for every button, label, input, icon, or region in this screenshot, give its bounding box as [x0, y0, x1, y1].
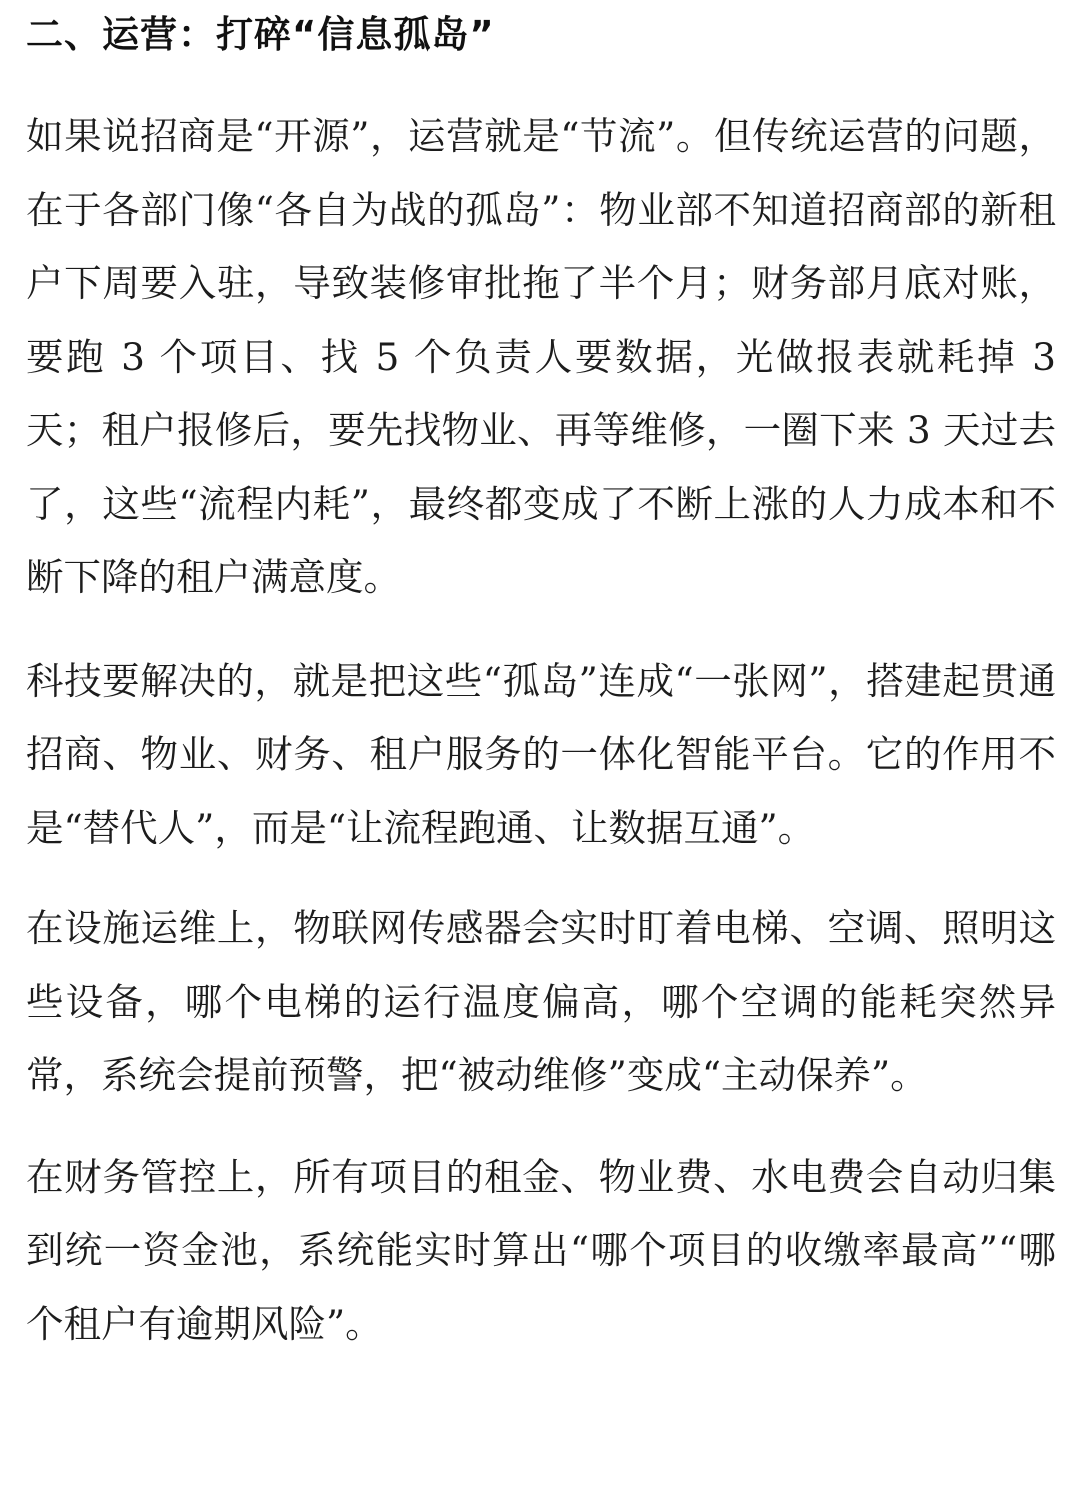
- paragraph-integrated-platform: 科技要解决的，就是把这些“孤岛”连成“一张网”，搭建起贯通招商、物业、财务、租户服务的一体化智能平台。它的作用不是“替代人”，而是“让流程跑通、让数据互通”。: [26, 658, 1056, 850]
- section-heading: 二、运营：打碎“信息孤岛”: [26, 13, 495, 56]
- paragraph-operations-problem: 如果说招商是“开源”，运营就是“节流”。但传统运营的问题，在于各部门像“各自为战的孤岛”：物业部不知道招商部的新租户下周要入驻，导致装修审批拖了半个月；财务部月底对账，要跑 3 个项目、找 5 个负责人要数据，光做报表就耗掉 3 天；租户报修后，要先找物业、再等维修，一圈下来 3 天过去了，这些“流程内耗”，最终都变成了不断上涨的人力成本和不断下降的租户满意度。: [26, 114, 1056, 599]
- article: [26, 0, 1056, 1361]
- paragraph-facility-maintenance: 在设施运维上，物联网传感器会实时盯着电梯、空调、照明这些设备，哪个电梯的运行温度偏高，哪个空调的能耗突然异常，系统会提前预警，把“被动维修”变成“主动保养”。: [26, 906, 1056, 1097]
- paragraph-financial-control: 在财务管控上，所有项目的租金、物业费、水电费会自动归集到统一资金池，系统能实时算出“哪个项目的收缴率最高”“哪个租户有逾期风险”。: [26, 1154, 1056, 1346]
